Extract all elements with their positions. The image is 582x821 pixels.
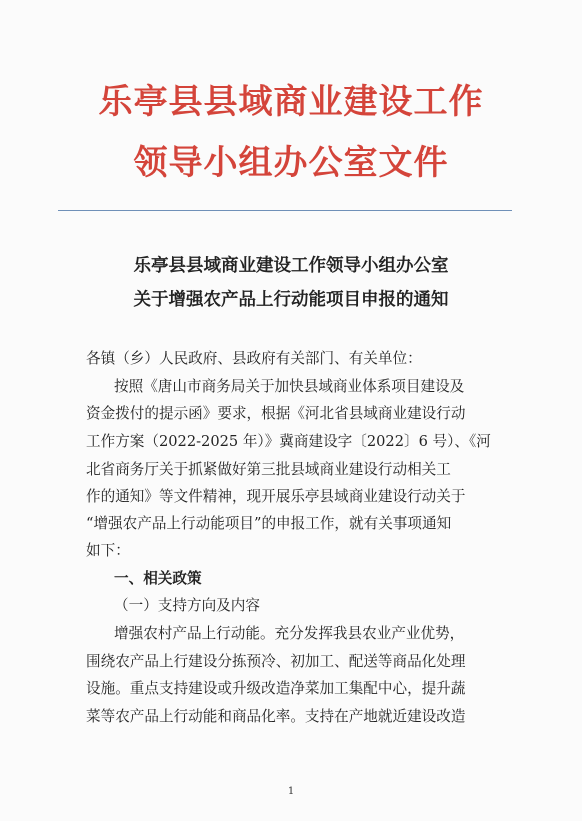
subsection-heading-1: （一）支持方向及内容 bbox=[114, 597, 260, 614]
paragraph-1-line-5: 作的通知》等文件精神，现开展乐亭县域商业建设行动关于 bbox=[86, 488, 466, 505]
paragraph-1-line-1: 按照《唐山市商务局关于加快县域商业体系项目建设及 bbox=[114, 378, 465, 395]
paragraph-1-line-2: 资金拨付的提示函》要求，根据《河北省县域商业建设行动 bbox=[86, 405, 466, 422]
notice-title-line-1: 乐亭县县域商业建设工作领导小组办公室 bbox=[133, 256, 449, 276]
paragraph-2-line-4: 菜等农产品上行动能和商品化率。支持在产地就近建设改造 bbox=[86, 708, 466, 725]
paragraph-1-line-7: 如下： bbox=[86, 542, 130, 559]
paragraph-1-line-6: “增强农产品上行动能项目”的申报工作，就有关事项通知 bbox=[86, 515, 452, 532]
paragraph-1-line-3: 工作方案（2022-2025 年）》冀商建设字〔2022〕6 号）、《河 bbox=[86, 433, 491, 450]
document-header-line-1: 乐亭县县域商业建设工作 bbox=[98, 82, 484, 122]
page-number: 1 bbox=[287, 786, 295, 797]
header-divider bbox=[58, 210, 512, 211]
paragraph-2-line-2: 围绕农产品上行建设分拣预冷、初加工、配送等商品化处理 bbox=[86, 653, 466, 670]
paragraph-1-line-4: 北省商务厅关于抓紧做好第三批县域商业建设行动相关工 bbox=[86, 461, 451, 478]
notice-title-line-2: 关于增强农产品上行动能项目申报的通知 bbox=[133, 290, 449, 310]
paragraph-2-line-1: 增强农村产品上行动能。充分发挥我县农业产业优势， bbox=[114, 625, 465, 642]
document-header-line-2: 领导小组办公室文件 bbox=[133, 143, 449, 183]
section-heading-1: 一、相关政策 bbox=[114, 570, 202, 587]
salutation: 各镇（乡）人民政府、县政府有关部门、有关单位： bbox=[86, 350, 422, 367]
paragraph-2-line-3: 设施。重点支持建设或升级改造净菜加工集配中心，提升蔬 bbox=[86, 680, 466, 697]
